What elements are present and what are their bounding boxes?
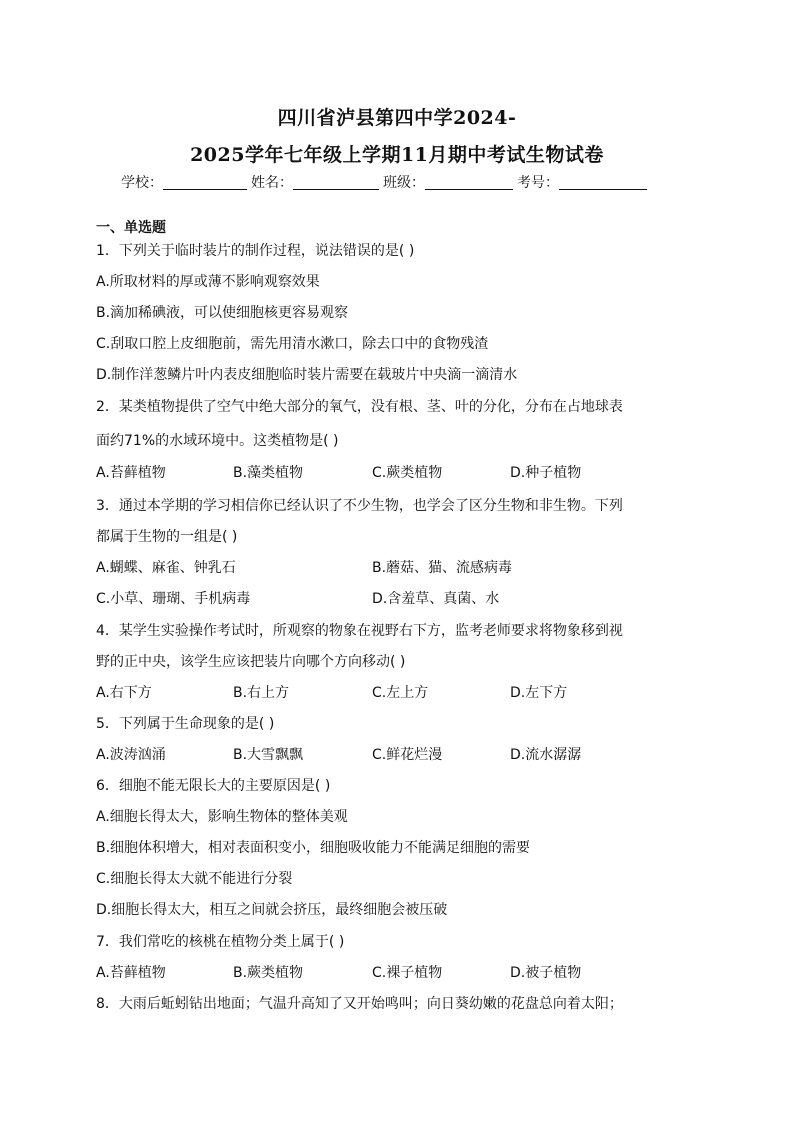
class-label: 班级：	[383, 175, 425, 191]
school-label: 学校：	[121, 175, 163, 191]
question-3-option-c: C.小草、珊瑚、手机病毒	[96, 591, 251, 607]
question-3-stem-line-2: 都属于生物的一组是( )	[96, 529, 238, 545]
question-6-stem: 6．细胞不能无限长大的主要原因是( )	[96, 778, 331, 794]
question-5-option-d: D.流水潺潺	[510, 747, 582, 763]
question-4-stem-line-1: 4．某学生实验操作考试时，所观察的物象在视野右下方，监考老师要求将物象移到视	[96, 623, 623, 639]
question-1-option-a: A.所取材料的厚或薄不影响观察效果	[96, 274, 320, 290]
question-3-option-a: A.蝴蝶、麻雀、钟乳石	[96, 560, 236, 576]
question-1-stem: 1．下列关于临时装片的制作过程，说法错误的是( )	[96, 243, 415, 259]
name-label: 姓名：	[251, 175, 293, 191]
exam-title-line-2: 2025学年七年级上学期11月期中考试生物试卷	[190, 144, 604, 166]
question-7-option-a: A.苔藓植物	[96, 965, 166, 981]
number-label: 考号：	[517, 175, 559, 191]
question-4-option-b: B.右上方	[233, 685, 290, 701]
question-2-stem-line-1: 2．某类植物提供了空气中绝大部分的氧气，没有根、茎、叶的分化，分布在占地球表	[96, 399, 623, 415]
question-4-stem-line-2: 野的正中央，该学生应该把装片向哪个方向移动( )	[96, 654, 406, 670]
student-info-row	[121, 172, 647, 192]
exam-title-line-1: 四川省泸县第四中学2024-	[277, 107, 517, 129]
question-6-option-d: D.细胞长得太大，相互之间就会挤压，最终细胞会被压破	[96, 902, 448, 918]
question-4-option-a: A.右下方	[96, 685, 152, 701]
question-4-option-c: C.左上方	[372, 685, 429, 701]
question-1-option-b: B.滴加稀碘液，可以使细胞核更容易观察	[96, 305, 349, 321]
school-blank	[163, 175, 247, 190]
section-heading: 一、单选题	[96, 220, 166, 236]
question-2-option-c: C.蕨类植物	[372, 465, 443, 481]
question-3-option-b: B.蘑菇、猫、流感病毒	[372, 560, 513, 576]
question-7-option-c: C.裸子植物	[372, 965, 443, 981]
question-5-stem: 5．下列属于生命现象的是( )	[96, 716, 275, 732]
question-1-option-d: D.制作洋葱鳞片叶内表皮细胞临时装片需要在载玻片中央滴一滴清水	[96, 367, 518, 383]
question-8-stem: 8．大雨后蚯蚓钻出地面；气温升高知了又开始鸣叫；向日葵幼嫩的花盘总向着太阳；	[96, 996, 623, 1012]
question-7-option-b: B.蕨类植物	[233, 965, 304, 981]
question-2-option-b: B.藻类植物	[233, 465, 304, 481]
question-3-stem-line-1: 3．通过本学期的学习相信你已经认识了不少生物，也学会了区分生物和非生物。下列	[96, 498, 623, 514]
question-2-option-d: D.种子植物	[510, 465, 582, 481]
question-7-stem: 7．我们常吃的核桃在植物分类上属于( )	[96, 934, 345, 950]
question-7-option-d: D.被子植物	[510, 965, 582, 981]
question-6-option-a: A.细胞长得太大，影响生物体的整体美观	[96, 809, 348, 825]
question-5-option-c: C.鲜花烂漫	[372, 747, 443, 763]
number-blank	[559, 175, 647, 190]
name-blank	[293, 175, 379, 190]
question-5-option-b: B.大雪飘飘	[233, 747, 304, 763]
class-blank	[425, 175, 513, 190]
question-5-option-a: A.波涛汹涌	[96, 747, 166, 763]
question-3-option-d: D.含羞草、真菌、水	[372, 591, 500, 607]
question-6-option-b: B.细胞体积增大，相对表面积变小，细胞吸收能力不能满足细胞的需要	[96, 840, 531, 856]
question-6-option-c: C.细胞长得太大就不能进行分裂	[96, 871, 293, 887]
question-4-option-d: D.左下方	[510, 685, 568, 701]
question-2-stem-line-2: 面约71%的水域环境中。这类植物是( )	[96, 433, 339, 449]
question-2-option-a: A.苔藓植物	[96, 465, 166, 481]
question-1-option-c: C.刮取口腔上皮细胞前，需先用清水漱口，除去口中的食物残渣	[96, 336, 489, 352]
